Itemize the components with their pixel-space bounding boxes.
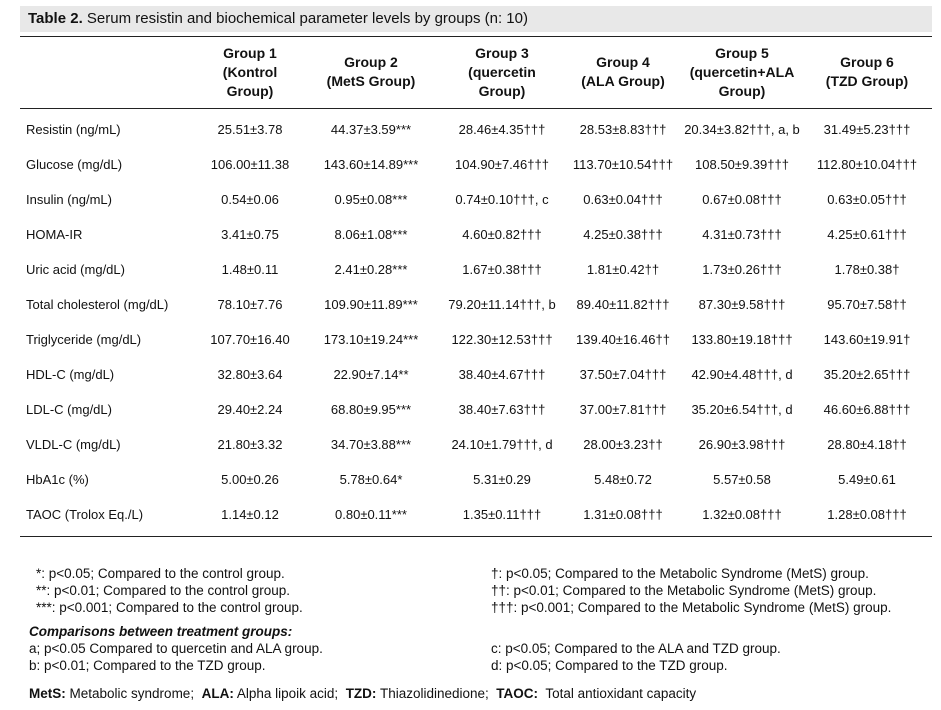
table-cell: 143.60±19.91† <box>823 332 911 347</box>
table-cell: 133.80±19.18††† <box>691 332 793 347</box>
row-label: HbA1c (%) <box>26 472 89 487</box>
abbr-def: Alpha lipoik acid; <box>236 686 339 701</box>
table-cell: 0.63±0.04††† <box>583 192 663 207</box>
row-label: Triglyceride (mg/dL) <box>26 332 142 347</box>
footnotes-left <box>36 565 303 616</box>
table-cell: 1.78±0.38† <box>834 262 900 277</box>
table-cell: 35.20±2.65††† <box>823 367 911 382</box>
table-cell: 37.50±7.04††† <box>579 367 667 382</box>
column-header: Group 6 (TZD Group) <box>825 54 909 89</box>
table-row <box>20 427 932 462</box>
table-cell: 139.40±16.46†† <box>576 332 670 347</box>
table-cell: 106.00±11.38 <box>210 157 290 172</box>
table-cell: 2.41±0.28*** <box>334 262 408 277</box>
footnotes-right <box>491 565 891 616</box>
table-cell: 32.80±3.64 <box>217 367 283 382</box>
table-cell: 0.80±0.11*** <box>335 507 407 522</box>
table-cell: 1.81±0.42†† <box>586 262 660 277</box>
table-cell: 20.34±3.82†††, a, b <box>684 122 800 137</box>
row-label: HDL-C (mg/dL) <box>26 367 115 382</box>
table-cell: 42.90±4.48†††, d <box>691 367 793 382</box>
abbr-term: TAOC: <box>496 686 539 701</box>
table-cell: 24.10±1.79†††, d <box>451 437 553 452</box>
table-cell: 21.80±3.32 <box>217 437 283 452</box>
table-cell: 122.30±12.53††† <box>451 332 553 347</box>
table-cell: 28.46±4.35††† <box>458 122 546 137</box>
comparisons-left <box>29 623 323 674</box>
table-cell: 1.67±0.38††† <box>462 262 542 277</box>
row-label: Glucose (mg/dL) <box>26 157 123 172</box>
table-cell: 5.49±0.61 <box>838 472 896 487</box>
table-row <box>20 147 932 182</box>
table-cell: 38.40±7.63††† <box>458 402 546 417</box>
table-row <box>20 392 932 427</box>
table-header-rule <box>20 108 932 109</box>
table-cell: 1.73±0.26††† <box>702 262 782 277</box>
table-row <box>20 497 932 532</box>
table-cell: 89.40±11.82††† <box>576 297 670 312</box>
caption-label: Table 2. <box>28 10 83 27</box>
row-label: Uric acid (mg/dL) <box>26 262 125 277</box>
table-cell: 5.31±0.29 <box>473 472 531 487</box>
table-cell: 109.90±11.89*** <box>324 297 418 312</box>
table-cell: 44.37±3.59*** <box>330 122 412 137</box>
table-cell: 4.31±0.73††† <box>702 227 782 242</box>
footnote: *: p<0.05; Compared to the control group. <box>36 566 285 581</box>
table-cell: 0.74±0.10†††, c <box>455 192 549 207</box>
table-cell: 46.60±6.88††† <box>823 402 911 417</box>
table-cell: 95.70±7.58†† <box>827 297 907 312</box>
table-cell: 5.57±0.58 <box>713 472 771 487</box>
comparison-note: d: p<0.05; Compared to the TZD group. <box>491 658 728 673</box>
table-cell: 34.70±3.88*** <box>330 437 412 452</box>
comparisons-title: Comparisons between treatment groups: <box>29 624 293 639</box>
abbr-def: Metabolic syndrome; <box>69 686 195 701</box>
table-cell: 28.80±4.18†† <box>827 437 907 452</box>
comparison-note: a; p<0.05 Compared to quercetin and ALA group. <box>29 641 323 656</box>
table-cell: 108.50±9.39††† <box>695 157 789 172</box>
row-label: Total cholesterol (mg/dL) <box>26 297 169 312</box>
table-cell: 1.31±0.08††† <box>583 507 663 522</box>
table-row <box>20 217 932 252</box>
row-label: VLDL-C (mg/dL) <box>26 437 121 452</box>
caption-text: Serum resistin and biochemical parameter levels by groups (n: 10) <box>86 10 528 27</box>
comparison-note: b: p<0.01; Compared to the TZD group. <box>29 658 266 673</box>
table-row <box>20 112 932 147</box>
table-cell: 0.54±0.06 <box>221 192 279 207</box>
table-cell: 1.32±0.08††† <box>702 507 782 522</box>
column-header: Group 5 (quercetin+ALA Group) <box>689 45 795 99</box>
footnote: **: p<0.01; Compared to the control group. <box>36 583 291 598</box>
table-cell: 31.49±5.23††† <box>823 122 911 137</box>
table-cell: 28.53±8.83††† <box>579 122 667 137</box>
row-label: Insulin (ng/mL) <box>26 192 112 207</box>
abbr-term: ALA: <box>201 686 234 701</box>
footnote: †: p<0.05; Compared to the Metabolic Syndrome (MetS) group. <box>491 566 869 581</box>
table-row <box>20 287 932 322</box>
row-label: TAOC (Trolox Eq./L) <box>26 507 144 522</box>
table-cell: 1.35±0.11††† <box>462 507 542 522</box>
table-row <box>20 322 932 357</box>
row-label: HOMA-IR <box>26 227 83 242</box>
table-cell: 0.67±0.08††† <box>702 192 782 207</box>
row-label: Resistin (ng/mL) <box>26 122 121 137</box>
table-cell: 112.80±10.04††† <box>816 157 918 172</box>
abbr-def: Total antioxidant capacity <box>545 686 697 701</box>
table-cell: 0.95±0.08*** <box>334 192 408 207</box>
table-cell: 29.40±2.24 <box>217 402 283 417</box>
table-cell: 104.90±7.46††† <box>455 157 549 172</box>
table-top-rule <box>20 36 932 37</box>
table-cell: 107.70±16.40 <box>210 332 290 347</box>
comparisons-right <box>491 640 781 674</box>
table-cell: 5.78±0.64* <box>339 472 403 487</box>
table-cell: 25.51±3.78 <box>217 122 283 137</box>
table-cell: 79.20±11.14†††, b <box>448 297 556 312</box>
footnote: †††: p<0.001; Compared to the Metabolic Syndrome (MetS) group. <box>491 600 892 615</box>
comparison-note: c: p<0.05; Compared to the ALA and TZD group. <box>491 641 781 656</box>
table-cell: 22.90±7.14** <box>333 367 409 382</box>
abbreviations <box>29 686 696 701</box>
table-cell: 28.00±3.23†† <box>583 437 663 452</box>
table-cell: 4.25±0.38††† <box>583 227 663 242</box>
table-cell: 3.41±0.75 <box>221 227 279 242</box>
table-row <box>20 252 932 287</box>
column-header: Group 2 (MetS Group) <box>326 54 416 89</box>
table-cell: 78.10±7.76 <box>217 297 283 312</box>
table-caption <box>20 6 932 32</box>
table-cell: 5.00±0.26 <box>221 472 279 487</box>
column-header: Group 3 (quercetin Group) <box>468 45 536 99</box>
table-cell: 68.80±9.95*** <box>330 402 412 417</box>
table-cell: 8.06±1.08*** <box>334 227 408 242</box>
column-header: Group 1 (Kontrol Group) <box>222 45 278 99</box>
table-cell: 38.40±4.67††† <box>458 367 546 382</box>
table-cell: 35.20±6.54†††, d <box>691 402 793 417</box>
table-row <box>20 462 932 497</box>
table-cell: 143.60±14.89*** <box>323 157 419 172</box>
column-header: Group 4 (ALA Group) <box>581 54 665 89</box>
table-cell: 173.10±19.24*** <box>323 332 419 347</box>
table-cell: 0.63±0.05††† <box>827 192 907 207</box>
footnote: ††: p<0.01; Compared to the Metabolic Syndrome (MetS) group. <box>491 583 877 598</box>
table-row <box>20 357 932 392</box>
abbr-term: MetS: <box>29 686 66 701</box>
table-cell: 37.00±7.81††† <box>579 402 667 417</box>
table-cell: 1.48±0.11 <box>221 262 279 277</box>
abbr-term: TZD: <box>345 686 377 701</box>
table-cell: 26.90±3.98††† <box>698 437 786 452</box>
table-row <box>20 182 932 217</box>
table-cell: 87.30±9.58††† <box>698 297 786 312</box>
table-cell: 1.14±0.12 <box>221 507 279 522</box>
table-cell: 4.60±0.82††† <box>462 227 542 242</box>
table-cell: 5.48±0.72 <box>594 472 652 487</box>
table-cell: 1.28±0.08††† <box>827 507 907 522</box>
abbr-def: Thiazolidinedione; <box>379 686 489 701</box>
row-label: LDL-C (mg/dL) <box>26 402 112 417</box>
table-cell: 113.70±10.54††† <box>572 157 674 172</box>
table-cell: 4.25±0.61††† <box>827 227 907 242</box>
table-bottom-rule <box>20 536 932 537</box>
footnote: ***: p<0.001; Compared to the control group. <box>36 600 303 615</box>
